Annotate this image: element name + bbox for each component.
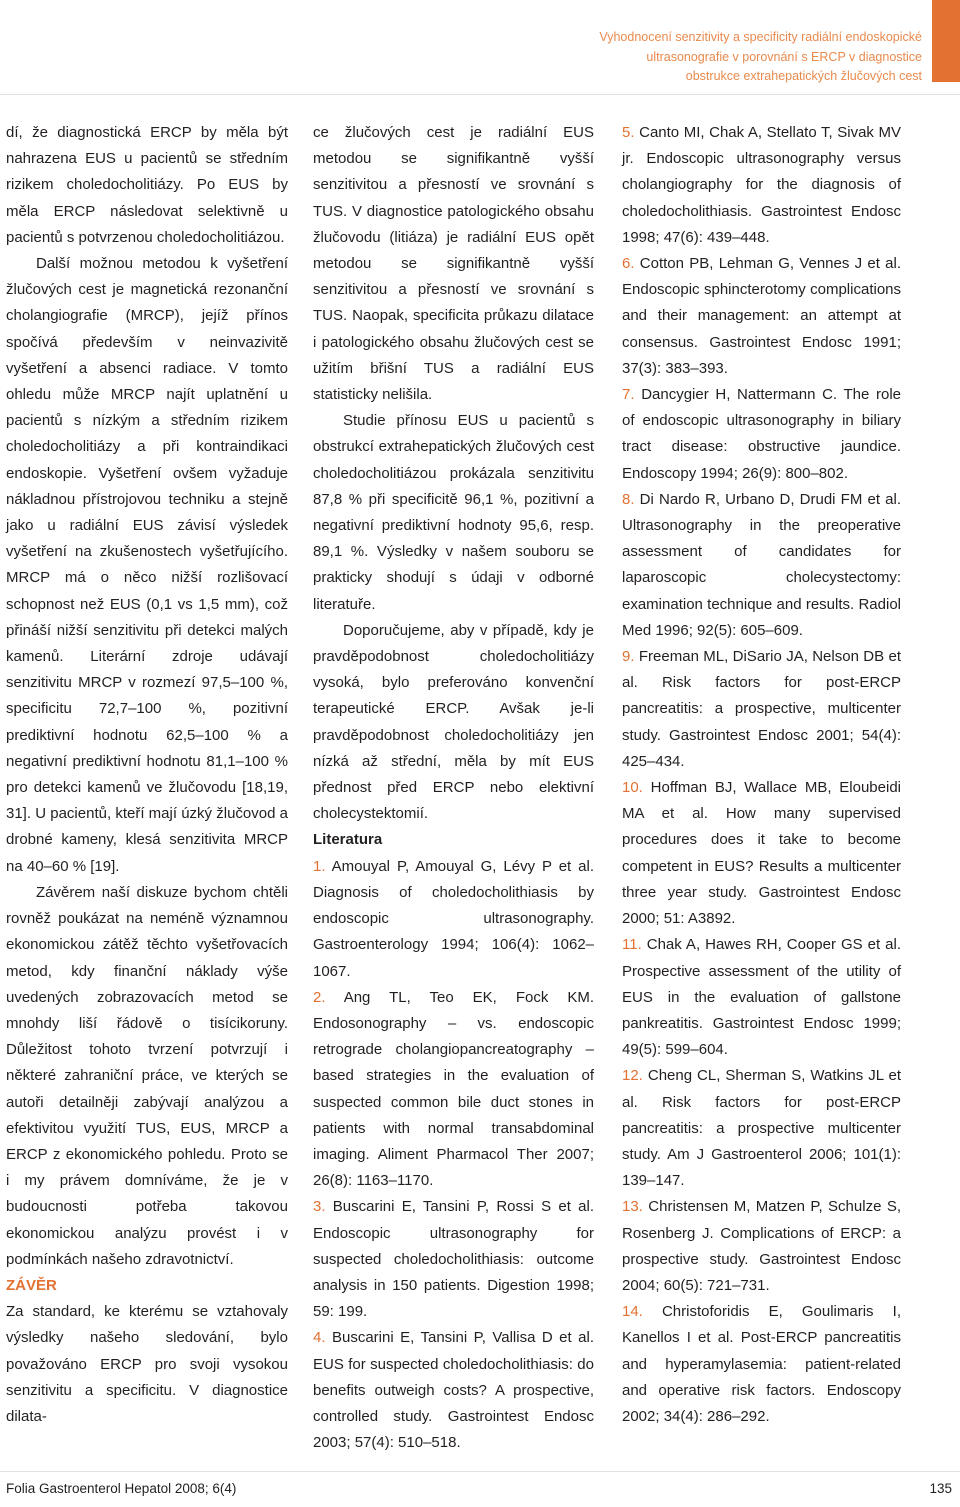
body-paragraph: dí, že diagnostická ERCP by měla být nahrazena EUS u pacientů se středním rizikem choledocholitiázy. Po EUS by měla ERCP následovat selektivně u pacientů s potvrzenou choledocholitiázou. bbox=[6, 124, 288, 246]
reference-number: 4. bbox=[313, 1329, 326, 1347]
running-header-line: obstrukce extrahepatických žlučových cest bbox=[685, 69, 922, 83]
reference-number: 2. bbox=[313, 988, 326, 1006]
reference-text: Dancygier H, Nattermann C. The role of endoscopic ultrasonography in biliary tract disease: obstructive jaundice. Endoscopy 1994; 26(9): 800–802. bbox=[622, 386, 901, 482]
running-header-line: ultrasonografie v porovnání s ERCP v diagnostice bbox=[646, 49, 922, 64]
reference-text: Chak A, Hawes RH, Cooper GS et al. Prospective assessment of the utility of EUS in the evaluation of gallstone pankreatitis. Gastrointest Endosc 1999; 49(5): 599–604. bbox=[622, 936, 901, 1059]
reference-item bbox=[622, 1299, 901, 1430]
reference-item bbox=[313, 985, 594, 1195]
reference-number: 9. bbox=[622, 648, 635, 666]
reference-number: 13. bbox=[622, 1198, 643, 1216]
body-paragraph: Další možnou metodou k vyšetření žlučových cest je magnetická rezonanční cholangiografie (MRCP), jejíž přínos spočívá především v neinvazivitě vyšetření a absenci radiace. V tomto ohledu může MRCP najít uplatnění u pacientů s nízkým a středním rizikem choledocholitiázy a při kontraindikaci endoskopie. Vyšetření ovšem vyžaduje nákladnou přístrojovou techniku a stejně jako u radiální EUS závisí výsledek vyšetření na zkušenostech vyšetřujícího. MRCP má o něco nižší rozlišovací schopnost než EUS (0,1 vs 1,5 mm), což přináší nižší senzitivitu při detekci malých kamenů. Literární zdroje udávají senzitivitu MRCP v rozmezí 97,5–100 %, specificitu 72,7–100 %, pozitivní prediktivní hodnotu 62,5–100 % a negativní prediktivní hodnotu 81,1–100 % pro detekci kamenů ve žlučovodu [18,19, 31]. U pacientů, kteří mají úzký žlučovod a drobné kameny, klesá senzitivita MRCP na 40–60 % [19]. bbox=[6, 255, 288, 875]
reference-text: Di Nardo R, Urbano D, Drudi FM et al. Ultrasonography in the preoperative assessment of candidates for laparoscopic cholecystectomy: examination technique and results. Radiol Med 1996; 92(5): 605–609. bbox=[622, 490, 901, 639]
reference-item bbox=[622, 251, 901, 382]
reference-number: 6. bbox=[622, 255, 635, 273]
reference-text: Christoforidis E, Goulimaris I, Kanellos I et al. Post-ERCP pancreatitis and hyperamylasemia: patient-related and operative risk factors. Endoscopy 2002; 34(4): 286–292. bbox=[622, 1303, 901, 1425]
reference-text: Buscarini E, Tansini P, Vallisa D et al. EUS for suspected choledocholithiasis: do benefits outweigh costs? A prospective, controlled study. Gastrointest Endosc 2003; 57(4): 510–518. bbox=[313, 1329, 594, 1452]
reference-text: Cheng CL, Sherman S, Watkins JL et al. Risk factors for post-ERCP pancreatitis: a prospective multicenter study. Am J Gastroenterol 2006; 101(1): 139–147. bbox=[622, 1067, 901, 1190]
journal-citation: Folia Gastroenterol Hepatol 2008; 6(4) bbox=[6, 1481, 237, 1496]
page-number: 135 bbox=[929, 1481, 952, 1496]
body-paragraph: ce žlučových cest je radiální EUS metodou se signifikantně vyšší senzitivitou a přesností ve srovnání s TUS. V diagnostice patologického obsahu žlučovodu (litiáza) je radiální EUS opět metodou se signifikantně vyšší senzitivitou a přesností ve srovnání s TUS. Naopak, specificita průkazu dilatace i patologického obsahu žlučových cest se užitím břišní TUS a radiální EUS statisticky nelišila. bbox=[313, 124, 594, 404]
reference-number: 12. bbox=[622, 1067, 643, 1085]
reference-number: 11. bbox=[622, 936, 642, 954]
page-footer bbox=[0, 1459, 960, 1507]
reference-item bbox=[622, 487, 901, 644]
reference-number: 8. bbox=[622, 490, 635, 508]
reference-item bbox=[622, 1063, 901, 1194]
body-paragraph: Doporučujeme, aby v případě, kdy je pravděpodobnost choledocholitiázy vysoká, bylo preferováno konvenční terapeutické ERCP. Avšak je-li pravděpodobnost choledocholitiázy jen nízká až střední, měla by mít EUS přednost před ERCP nebo elektivní cholecystektomií. bbox=[313, 621, 594, 823]
reference-item bbox=[313, 1194, 594, 1325]
reference-text: Freeman ML, DiSario JA, Nelson DB et al. Risk factors for post-ERCP pancreatitis: a prospective, multicenter study. Gastrointest Endosc 2001; 54(4): 425–434. bbox=[622, 648, 901, 770]
reference-item bbox=[313, 1325, 594, 1456]
reference-number: 10. bbox=[622, 779, 643, 797]
reference-item bbox=[622, 1194, 901, 1299]
conclusion-paragraph: Za standard, ke kterému se vztahovaly výsledky našeho sledování, bylo považováno ERCP pro svoji vysokou senzitivitu a specificitu. V diagnostice dilata- bbox=[6, 1303, 288, 1425]
body-paragraph: Závěrem naší diskuze bychom chtěli rovněž poukázat na neméně významnou ekonomickou zátěž těchto vyšetřovacích metod, kdy finanční náklady výše uvedených zobrazovacích metod se mnohdy liší řádově o tisícikoruny. Důležitost tohoto tvrzení potvrzují i některé zahraniční práce, ve kterých se autoři detailněji zabývají analýzou a efektivitou využití TUS, EUS, MRCP a ERCP z ekonomického pohledu. Proto se i my právem domníváme, že je v budoucnosti potřeba takovou ekonomickou analýzu provést i v podmínkách našeho zdravotnictví. bbox=[6, 883, 288, 1268]
reference-item bbox=[622, 932, 901, 1063]
reference-number: 1. bbox=[313, 857, 326, 875]
reference-text: Buscarini E, Tansini P, Rossi S et al. Endoscopic ultrasonography for suspected choledocholithiasis: outcome analysis in 150 patients. Digestion 1998; 59: 199. bbox=[313, 1198, 594, 1321]
reference-number: 5. bbox=[622, 124, 635, 141]
reference-text: Hoffman BJ, Wallace MB, Eloubeidi MA et al. How many supervised procedures does it take to become competent in EUS? Results a multicenter three year study. Gastrointest Endosc 2000; 51: A3892. bbox=[622, 779, 902, 928]
reference-text: Cotton PB, Lehman G, Vennes J et al. Endoscopic sphincterotomy complications and their management: an attempt at consensus. Gastrointest Endosc 1991; 37(3): 383–393. bbox=[622, 255, 902, 377]
reference-item bbox=[622, 644, 901, 775]
header-accent-bar bbox=[932, 0, 960, 82]
reference-item bbox=[313, 854, 594, 985]
literature-heading: Literatura bbox=[313, 831, 383, 849]
running-header bbox=[502, 28, 922, 87]
text-column-1 bbox=[6, 120, 288, 1430]
reference-item bbox=[622, 382, 901, 487]
reference-item bbox=[622, 120, 901, 251]
running-header-line: Vyhodnocení senzitivity a specificity radiální endoskopické bbox=[599, 30, 922, 44]
reference-text: Christensen M, Matzen P, Schulze S, Rosenberg J. Complications of ERCP: a prospective study. Gastrointest Endosc 2004; 60(5): 721–731. bbox=[622, 1198, 901, 1294]
text-column-2 bbox=[313, 120, 594, 1456]
reference-text: Canto MI, Chak A, Stellato T, Sivak MV jr. Endoscopic ultrasonography versus cholangiography for the diagnosis of choledocholithiasis. Gastrointest Endosc 1998; 47(6): 439–448. bbox=[622, 124, 902, 246]
reference-number: 7. bbox=[622, 386, 635, 404]
text-column-3 bbox=[622, 120, 901, 1430]
reference-text: Amouyal P, Amouyal G, Lévy P et al. Diagnosis of choledocholithiasis by endoscopic ultrasonography. Gastroenterology 1994; 106(4): 1062–1067. bbox=[313, 857, 594, 980]
footer-divider bbox=[0, 1471, 960, 1472]
reference-number: 3. bbox=[313, 1198, 326, 1216]
conclusion-heading: ZÁVĚR bbox=[6, 1276, 57, 1294]
header-divider bbox=[0, 94, 960, 95]
reference-text: Ang TL, Teo EK, Fock KM. Endosonography – vs. endoscopic retrograde cholangiopancreatography – based strategies in the evaluation of suspected common bile duct stones in patients with normal transabdominal imaging. Aliment Pharmacol Ther 2007; 26(8): 1163–1170. bbox=[313, 988, 594, 1190]
body-paragraph: Studie přínosu EUS u pacientů s obstrukcí extrahepatických žlučových cest choledocholitiázou prokázala senzitivitu 87,8 % při specificitě 96,1 %, pozitivní a negativní prediktivní hodnoty 95,6, resp. 89,1 %. Výsledky v našem souboru se prakticky shodují s údaji v odborné literatuře. bbox=[313, 412, 594, 613]
reference-item bbox=[622, 775, 901, 932]
reference-number: 14. bbox=[622, 1303, 643, 1321]
